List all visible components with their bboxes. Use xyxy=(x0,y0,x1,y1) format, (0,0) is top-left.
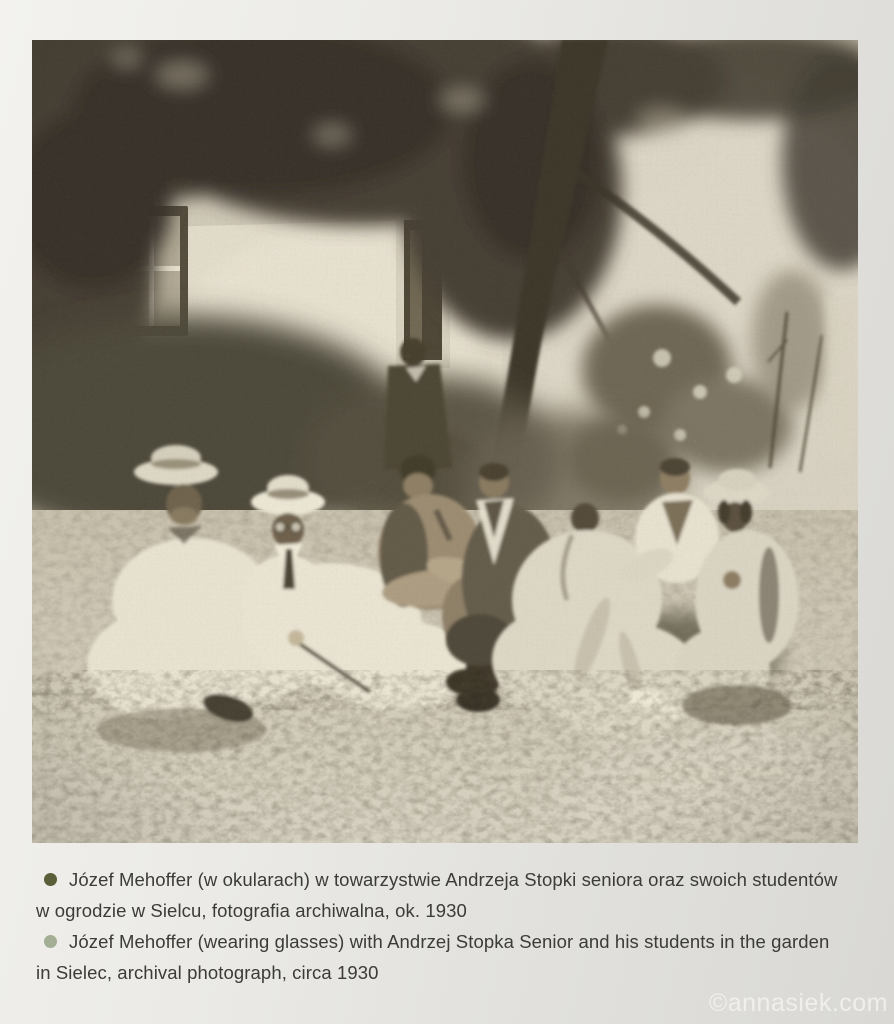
caption-english-line2: in Sielec, archival photograph, circa 1930 xyxy=(36,962,379,983)
caption-english-line1: Józef Mehoffer (wearing glasses) with Andrzej Stopka Senior and his students in the garden xyxy=(69,931,830,952)
caption-english xyxy=(36,926,886,988)
photo-vignette xyxy=(32,40,858,843)
archival-photo-art xyxy=(32,40,858,843)
caption-polish-line2: w ogrodzie w Sielcu, fotografia archiwalna, ok. 1930 xyxy=(36,900,467,921)
caption-polish-line1: Józef Mehoffer (w okularach) w towarzystwie Andrzeja Stopki seniora oraz swoich studentów xyxy=(69,869,838,890)
bullet-icon xyxy=(44,935,57,948)
caption-polish xyxy=(36,864,886,926)
caption-block xyxy=(36,864,886,988)
watermark: ©annasiek.com xyxy=(708,989,888,1017)
archival-photo xyxy=(32,40,858,843)
bullet-icon xyxy=(44,873,57,886)
